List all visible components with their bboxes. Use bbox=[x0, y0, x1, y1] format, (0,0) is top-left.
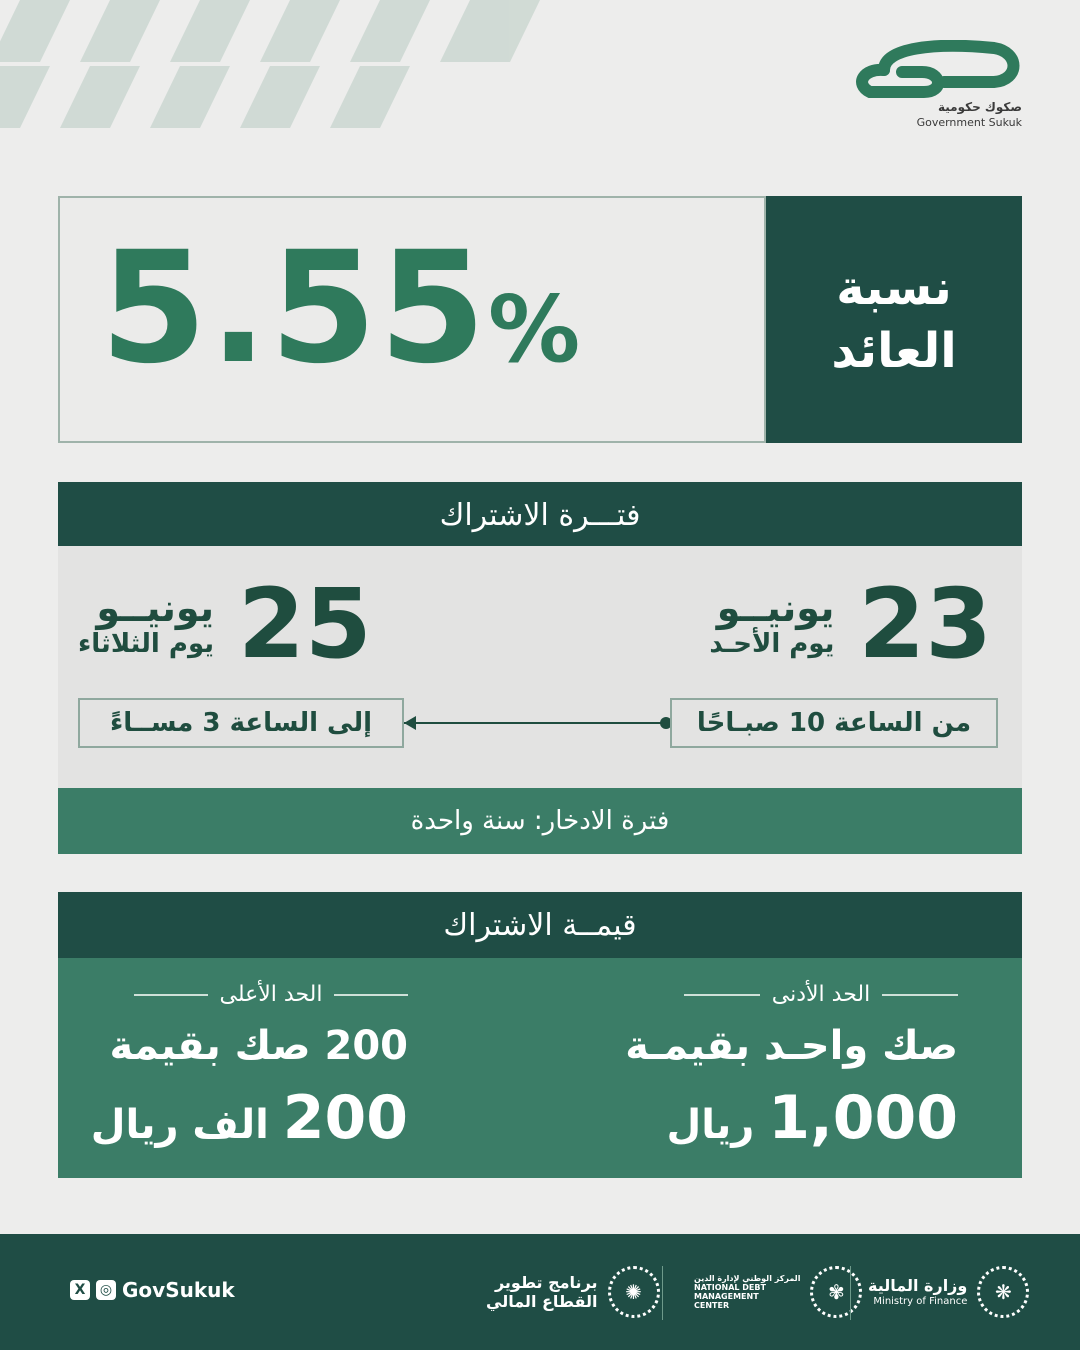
minimum-limit bbox=[625, 982, 958, 1153]
period-arrow-line bbox=[404, 722, 668, 724]
minimum-limit-label: الحد الأدنى bbox=[771, 982, 871, 1007]
partner-mof-text bbox=[868, 1276, 967, 1307]
yield-percent-sign: % bbox=[487, 276, 583, 383]
logo-english-text: Government Sukuk bbox=[916, 116, 1022, 129]
end-date bbox=[78, 568, 372, 680]
maximum-count: 200 bbox=[324, 1023, 408, 1069]
maximum-limit-line1 bbox=[109, 1023, 408, 1069]
partner-mof-name-ar: وزارة المالية bbox=[868, 1276, 968, 1296]
divider bbox=[684, 994, 760, 996]
start-date bbox=[709, 568, 992, 680]
partner-ndmc-name-ar: المركز الوطني لإدارة الدين bbox=[694, 1273, 801, 1283]
start-weekday: يوم الأحـد bbox=[709, 628, 835, 659]
partner-ndmc-name-en: NATIONAL DEBT bbox=[694, 1282, 766, 1292]
sukuk-logo-mark bbox=[824, 40, 1024, 100]
partner-ndmc-name-en2: MANAGEMENT bbox=[694, 1292, 759, 1301]
partner-ndmc-name-en3: CENTER bbox=[694, 1301, 730, 1311]
minimum-limit-line1: صك واحـد بقيمـة bbox=[625, 1023, 958, 1069]
sukuk-logo bbox=[824, 40, 1024, 132]
yield-value-box bbox=[58, 196, 766, 443]
partner-fsdp bbox=[486, 1262, 660, 1322]
end-month: يونيــو bbox=[96, 586, 215, 631]
maximum-limit-line2 bbox=[90, 1083, 408, 1153]
minimum-limit-header bbox=[684, 982, 958, 1007]
maximum-amount: 200 bbox=[282, 1083, 408, 1153]
start-month: يونيــو bbox=[716, 586, 835, 631]
divider bbox=[882, 994, 958, 996]
ndmc-emblem-icon: ✾ bbox=[810, 1266, 862, 1318]
maximum-currency: الف ريال bbox=[90, 1102, 269, 1148]
divider bbox=[850, 1266, 851, 1320]
x-icon[interactable]: X bbox=[70, 1280, 90, 1300]
subscription-period-panel bbox=[58, 546, 1022, 788]
maximum-limit-label: الحد الأعلى bbox=[219, 982, 323, 1007]
partner-fsdp-name: برنامج تطوير bbox=[494, 1272, 598, 1292]
end-date-text bbox=[78, 586, 215, 659]
maximum-line1-text: صك بقيمة bbox=[109, 1023, 311, 1069]
yield-section bbox=[58, 196, 1022, 443]
end-weekday: يوم الثلاثاء bbox=[78, 628, 215, 659]
decorative-stripes bbox=[0, 0, 560, 140]
divider bbox=[134, 994, 208, 996]
maximum-limit-header bbox=[134, 982, 408, 1007]
minimum-currency: ريال bbox=[666, 1102, 755, 1148]
end-day: 25 bbox=[238, 568, 372, 680]
start-date-text bbox=[709, 586, 835, 659]
yield-label: نسبة العائد bbox=[831, 260, 957, 379]
start-day: 23 bbox=[858, 568, 992, 680]
savings-period-bar: فترة الادخار: سنة واحدة bbox=[58, 788, 1022, 854]
minimum-amount: 1,000 bbox=[768, 1083, 958, 1153]
end-time-box: إلى الساعة 3 مســاءً bbox=[78, 698, 404, 748]
divider bbox=[334, 994, 408, 996]
fsdp-emblem-icon: ✺ bbox=[608, 1266, 660, 1318]
subscription-value-panel bbox=[58, 958, 1022, 1178]
footer bbox=[0, 1234, 1080, 1350]
logo-arabic-text: صكوك حكومية bbox=[937, 100, 1022, 114]
partner-fsdp-text bbox=[486, 1273, 598, 1311]
partner-mof bbox=[868, 1262, 1029, 1322]
social-links bbox=[70, 1278, 235, 1302]
divider bbox=[662, 1266, 663, 1320]
yield-label-box bbox=[766, 196, 1022, 443]
partner-ndmc-text bbox=[694, 1274, 800, 1311]
social-handle[interactable]: GovSukuk bbox=[122, 1278, 235, 1302]
period-arrow-head bbox=[404, 716, 416, 730]
yield-number: 5.55 bbox=[100, 219, 488, 398]
partner-ndmc bbox=[694, 1262, 862, 1322]
maximum-limit bbox=[90, 982, 408, 1153]
start-time-box: من الساعة 10 صبـاحًا bbox=[670, 698, 998, 748]
subscription-period-title: فتـــرة الاشتراك bbox=[58, 482, 1022, 548]
instagram-icon[interactable]: ◎ bbox=[96, 1280, 116, 1300]
partner-mof-name-en: Ministry of Finance bbox=[873, 1295, 968, 1307]
partner-fsdp-name2: القطاع المالي bbox=[486, 1292, 598, 1311]
subscription-value-title: قيمــة الاشتراك bbox=[58, 892, 1022, 958]
minimum-limit-line2 bbox=[666, 1083, 958, 1153]
yield-value bbox=[100, 219, 740, 398]
mof-emblem-icon: ❋ bbox=[977, 1266, 1029, 1318]
